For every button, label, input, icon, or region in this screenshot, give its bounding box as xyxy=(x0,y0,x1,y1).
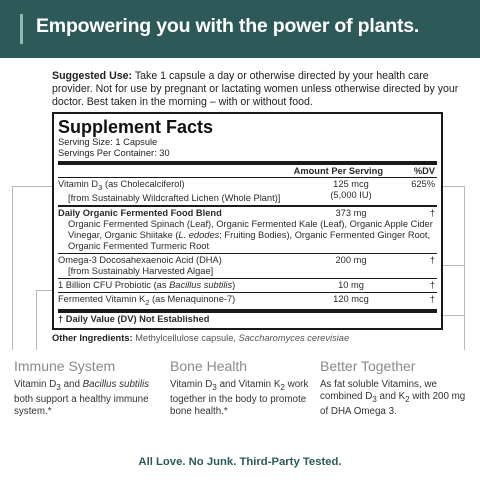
ingredient-amount: 373 mg xyxy=(335,207,367,218)
connector-line-probiotic-drop xyxy=(36,290,37,350)
header-banner xyxy=(0,0,480,58)
connector-line-together xyxy=(443,186,465,350)
connector-line-dha xyxy=(443,265,465,266)
ingredient-amount: 120 mcg xyxy=(333,293,369,304)
facts-title: Supplement Facts xyxy=(58,117,214,137)
benefit-better-together xyxy=(320,358,470,419)
facts-row-vitamin-d3 xyxy=(58,178,437,205)
ingredient-dv: 625% xyxy=(411,179,435,189)
ingredient-amount: 10 mg xyxy=(338,279,364,290)
ingredient-dv: † xyxy=(429,279,435,290)
ingredient-amount: 125 mcg (5,000 IU) xyxy=(330,179,372,200)
connector-line-probiotic xyxy=(36,290,52,291)
benefit-text: Vitamin $D_3$ and Bacillus subtilis both support a healthy immune system.* xyxy=(14,379,150,418)
benefit-text: Vitamin $D_3$ and Vitamin $K_2$ work together in the body to promote bone health.* xyxy=(170,379,309,418)
benefit-bone-health xyxy=(170,358,320,419)
servings-per-container: Servings Per Container: 30 xyxy=(58,148,170,158)
dv-footnote: † Daily Value (DV) Not Established xyxy=(58,313,210,324)
supplement-facts-panel xyxy=(52,112,443,330)
ingredient-name: Omega-3 Docosahexaenoic Acid (DHA) xyxy=(58,254,222,265)
benefit-text: As fat soluble Vitamins, we combined $D_3$ and $K_2$ with 200 mg of DHA Omega 3. xyxy=(320,379,466,418)
benefit-heading: Better Together xyxy=(320,358,416,374)
banner-title: Empowering you with the power of plants. xyxy=(36,15,420,37)
benefit-heading: Bone Health xyxy=(170,358,248,374)
ingredient-source: [from Sustainably Wildcrafted Lichen (Whole Plant)] xyxy=(68,192,281,203)
ingredient-name: Vitamin $D_3$ (as Cholecalciferol) xyxy=(58,179,185,192)
ingredient-dv: † xyxy=(429,293,435,304)
other-ingredients: Other Ingredients: Methylcellulose capsule, Saccharomyces cerevisiae xyxy=(52,333,350,343)
connector-line-k2 xyxy=(443,315,465,316)
serving-size: Serving Size: 1 Capsule xyxy=(58,137,158,147)
suggested-use xyxy=(52,70,462,110)
facts-row-food-blend xyxy=(58,207,437,253)
facts-row-dha xyxy=(58,254,437,278)
suggested-use-text: Take 1 capsule a day or otherwise directed by your health care provider. Not for use by pregnant or lactating women unless otherwise directed by your doctor. Best taken in the morning – with or without food. xyxy=(52,70,459,109)
ingredient-amount: 200 mg xyxy=(335,254,367,265)
facts-row-probiotic xyxy=(58,279,437,292)
benefit-immune-system xyxy=(14,358,164,419)
ingredient-name: 1 Billion CFU Probiotic (as Bacillus subtilis) xyxy=(58,279,236,290)
benefit-heading: Immune System xyxy=(14,358,116,374)
facts-header xyxy=(58,165,437,177)
ingredient-dv: † xyxy=(429,254,435,265)
suggested-use-label: Suggested Use: xyxy=(52,70,133,82)
other-ingredients-label: Other Ingredients: xyxy=(52,333,133,343)
facts-row-vitamin-k2 xyxy=(58,293,437,309)
ingredient-source: [from Sustainably Harvested Algae] xyxy=(68,265,214,276)
accent-bar xyxy=(20,14,23,44)
ingredient-name: Daily Organic Fermented Food Blend xyxy=(58,207,222,218)
ingredient-description: Organic Fermented Spinach (Leaf), Organic Fermented Kale (Leaf), Organic Apple Cider Vinegar, Organic Shiitake (L. edodes; Fruiting Bodies), Organic Fermented Ginger Root, Organic Fermented Turmeric Root xyxy=(68,218,433,251)
dv-header: %DV xyxy=(413,166,435,176)
connector-line-immune xyxy=(12,186,52,350)
ingredient-dv: † xyxy=(429,207,435,218)
amount-header: Amount Per Serving xyxy=(293,166,383,176)
tagline: All Love. No Junk. Third-Party Tested. xyxy=(138,456,342,468)
ingredient-name: Fermented Vitamin $K_2$ (as Menaquinone-7) xyxy=(58,293,236,307)
